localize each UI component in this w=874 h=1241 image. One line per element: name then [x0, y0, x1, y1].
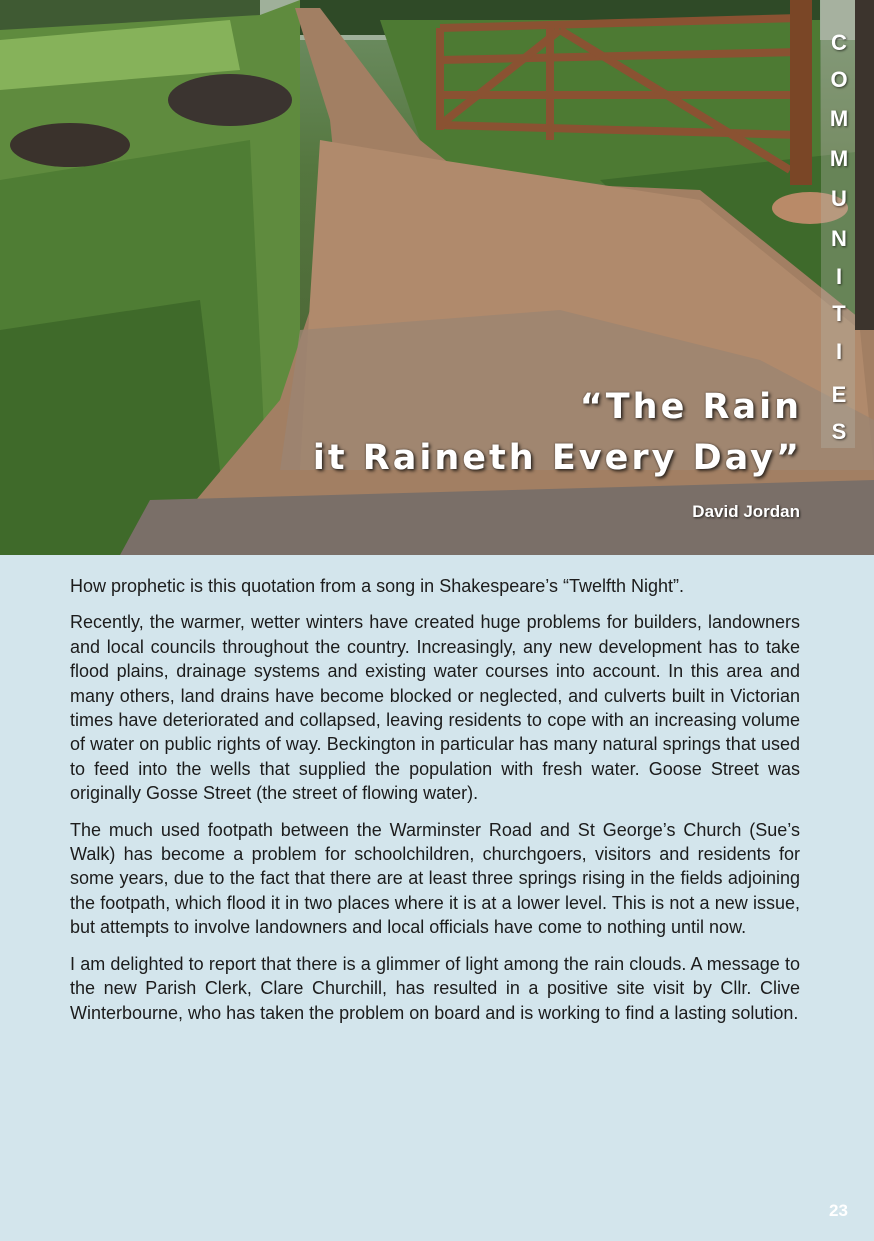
section-tab-letter: I — [835, 264, 843, 289]
article-paragraph: I am delighted to report that there is a glimmer of light among the rain clouds. A message to the new Parish Clerk, Clare Churchill, has resulted in a positive site visit by Cllr. Clive Winterbourne, who has taken the problem on board and is working to find a lasting solution. — [70, 953, 800, 1023]
article-body — [70, 574, 800, 1037]
article-paragraph: Recently, the warmer, wetter winters have created huge problems for builders, landowners and local councils throughout the country. Increasingly, any new development has to take flood plains, drainage systems and existing water courses into account. In this area and many others, land drains have become blocked or neglected, and culverts built in Victorian times have deteriorated and collapsed, leaving residents to cope with an increasing volume of water on public rights of way. Beckington in particular has many natural springs that used to feed into the wells that supplied the population with fresh water. Goose Street was originally Gosse Street (the street of flowing water). — [70, 612, 800, 804]
article-paragraph: How prophetic is this quotation from a song in Shakespeare’s “Twelfth Night”. — [70, 576, 684, 596]
section-tab-letter: T — [832, 301, 846, 326]
section-tab-letter: M — [829, 106, 849, 131]
section-tab-letter: C — [831, 30, 847, 55]
section-tab-letter: S — [831, 419, 847, 444]
section-tab-letter: E — [831, 382, 847, 407]
section-tab-letter: I — [835, 339, 843, 364]
page-number: 23 — [829, 1201, 848, 1220]
section-tab-letter: M — [829, 146, 849, 171]
article-paragraph: The much used footpath between the Warminster Road and St George’s Church (Sue’s Walk) has become a problem for schoolchildren, churchgoers, visitors and residents for some years, due to the fact that there are at least three springs rising in the fields adjoining the footpath, which flood it in two places where it is at a lower level. This is not a new issue, but attempts to involve landowners and local officials have come to nothing until now. — [70, 819, 800, 938]
section-tab-letter: N — [831, 226, 847, 251]
article-title-line-1: “The Rain — [579, 387, 802, 427]
section-tab-letter: O — [830, 67, 848, 92]
article-title-line-2: it Raineth Every Day” — [312, 438, 802, 478]
article-author: David Jordan — [692, 502, 800, 521]
section-tab-letter: U — [831, 186, 847, 211]
